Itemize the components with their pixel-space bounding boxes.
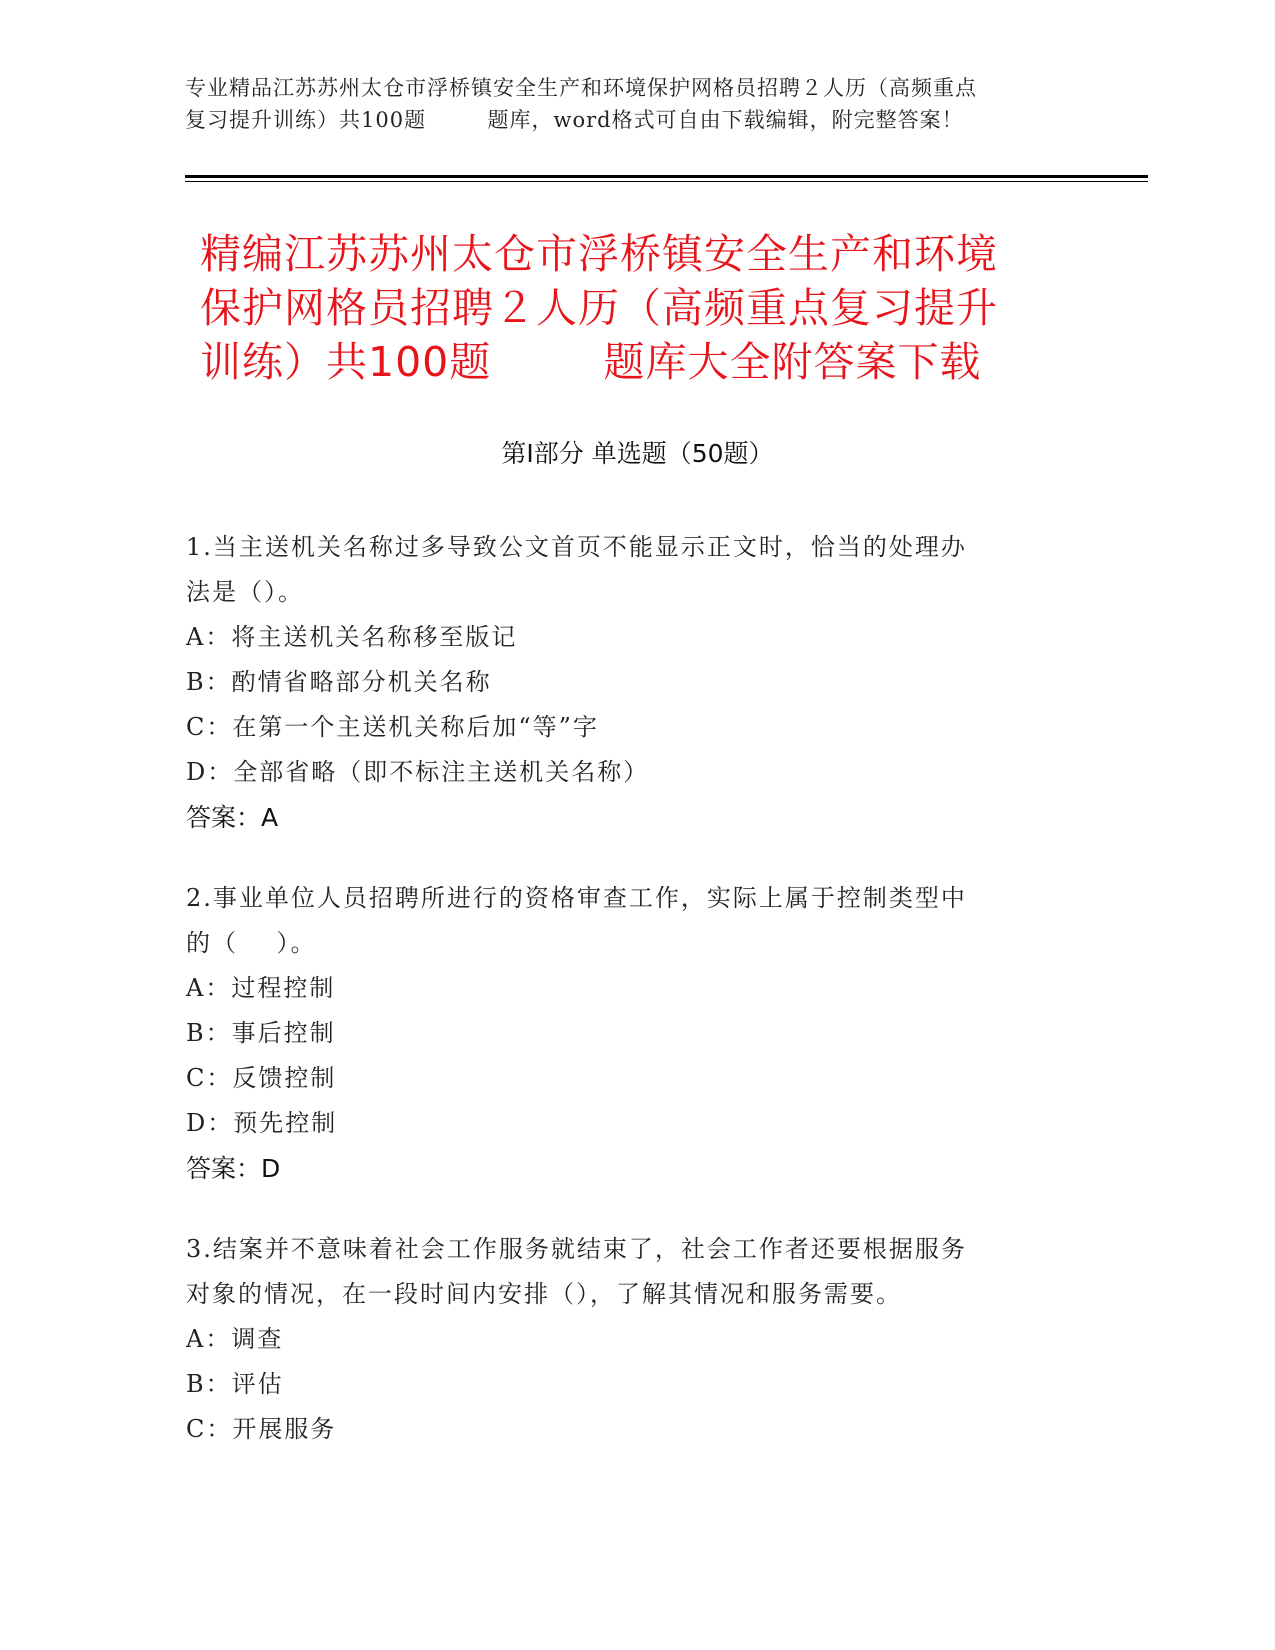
header-divider-thin: [185, 181, 1148, 182]
question-text: [186, 1227, 1086, 1317]
header-note-line: 专业精品江苏苏州太仓市浮桥镇安全生产和环境保护网格员招聘２人历（高频重点: [185, 76, 977, 100]
option-a: A：过程控制: [186, 974, 336, 1002]
title-line: 精编江苏苏州太仓市浮桥镇安全生产和环境: [200, 230, 998, 278]
question-1: [186, 525, 1086, 840]
option-a: A：将主送机关名称移至版记: [186, 623, 518, 651]
header-note-line: 复习提升训练）共100题 题库，word格式可自由下载编辑，附完整答案！: [185, 108, 964, 132]
question-text: [186, 525, 1086, 615]
option-b: B：评估: [186, 1370, 284, 1398]
question-text: [186, 876, 1086, 966]
answer: 答案：D: [186, 1154, 281, 1183]
section-heading: 第Ⅰ部分 单选题（50题）: [501, 439, 774, 468]
question-text-line: 3.结案并不意味着社会工作服务就结束了，社会工作者还要根据服务: [186, 1235, 967, 1263]
question-list: [186, 525, 1086, 1488]
option-d: D：预先控制: [186, 1109, 338, 1137]
option-d: D：全部省略（即不标注主送机关名称）: [186, 758, 650, 786]
option-a: A：调查: [186, 1325, 284, 1353]
document-title: [200, 227, 1100, 389]
option-c: C：开展服务: [186, 1415, 337, 1443]
header-note: [185, 72, 1085, 136]
question-text-line: 的（ ）。: [186, 929, 317, 957]
question-3: [186, 1227, 1086, 1452]
option-c: C：反馈控制: [186, 1064, 337, 1092]
question-text-line: 对象的情况，在一段时间内安排（），了解其情况和服务需要。: [186, 1280, 902, 1308]
option-b: B：事后控制: [186, 1019, 336, 1047]
question-text-line: 2.事业单位人员招聘所进行的资格审查工作，实际上属于控制类型中: [186, 884, 967, 912]
header-divider-thick: [185, 175, 1148, 178]
question-2: [186, 876, 1086, 1191]
option-c: C：在第一个主送机关称后加“等”字: [186, 713, 599, 741]
answer: 答案：A: [186, 803, 279, 832]
question-text-line: 1.当主送机关名称过多导致公文首页不能显示正文时，恰当的处理办: [186, 533, 967, 561]
question-text-line: 法是（）。: [186, 578, 304, 606]
option-b: B：酌情省略部分机关名称: [186, 668, 492, 696]
title-line: 训练）共100题 题库大全附答案下载: [200, 338, 982, 386]
title-line: 保护网格员招聘２人历（高频重点复习提升: [200, 284, 998, 332]
